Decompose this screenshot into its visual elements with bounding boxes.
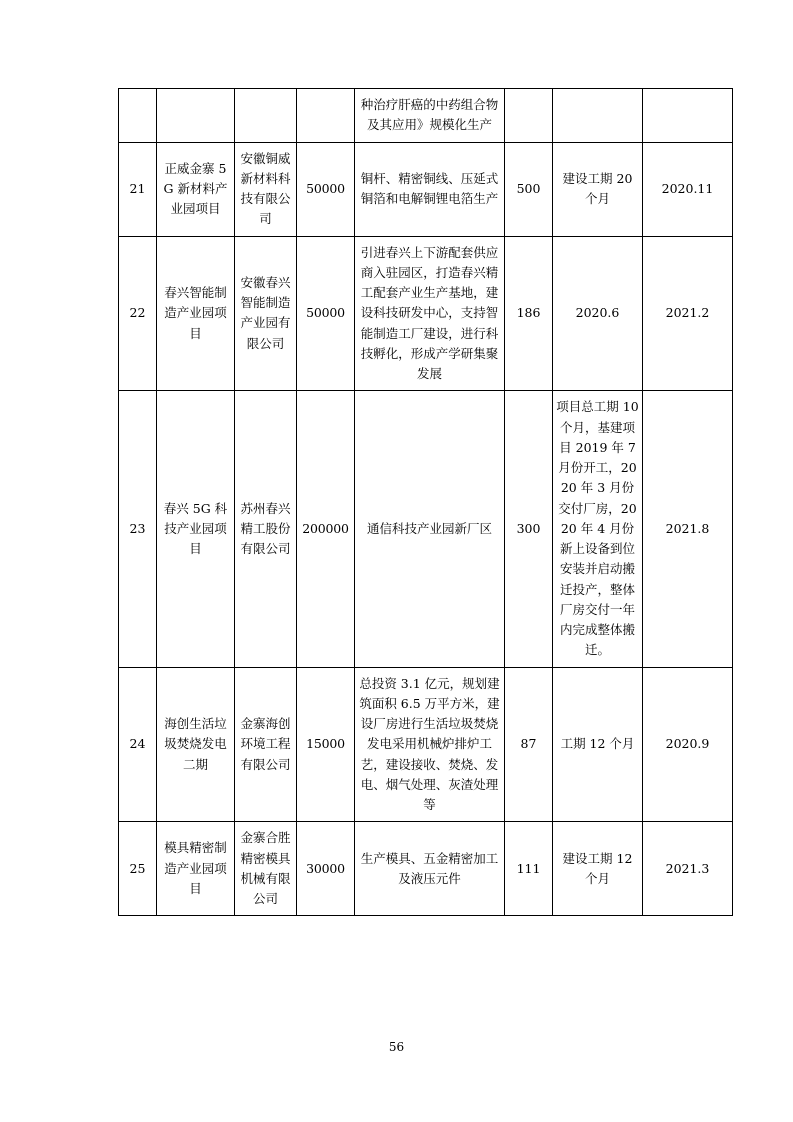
cell-employees: 300 [505,391,553,667]
cell-company: 金寨合胜精密模具机械有限公司 [235,822,297,916]
cell-company: 安徽春兴智能制造产业园有限公司 [235,236,297,391]
cell-employees: 500 [505,142,553,236]
cell-description: 铜杆、精密铜线、压延式铜箔和电解铜锂电箔生产 [355,142,505,236]
cell-project-name: 海创生活垃圾焚烧发电二期 [157,667,235,822]
cell-date: 2021.2 [643,236,733,391]
cell-amount: 15000 [297,667,355,822]
table-row [119,822,733,916]
table-row [119,89,733,143]
table-row [119,391,733,667]
table-row [119,142,733,236]
cell-no: 21 [119,142,157,236]
cell-employees: 111 [505,822,553,916]
cell-amount: 50000 [297,236,355,391]
page-number: 56 [388,1040,405,1054]
cell-amount: 30000 [297,822,355,916]
cell-no: 22 [119,236,157,391]
cell-no: 24 [119,667,157,822]
cell-employees [505,89,553,143]
cell-amount [297,89,355,143]
cell-description: 引进春兴上下游配套供应商入驻园区，打造春兴精工配套产业生产基地，建设科技研发中心，支持智能制造工厂建设，进行科技孵化，形成产学研集聚发展 [355,236,505,391]
cell-company: 金寨海创环境工程有限公司 [235,667,297,822]
cell-company: 安徽铜威新材料科技有限公司 [235,142,297,236]
cell-project-name: 春兴 5G 科技产业园项目 [157,391,235,667]
cell-term: 建设工期 20 个月 [553,142,643,236]
cell-project-name: 模具精密制造产业园项目 [157,822,235,916]
cell-date: 2020.11 [643,142,733,236]
cell-term: 项目总工期 10 个月，基建项目 2019 年 7 月份开工，2020 年 3 月份交付厂房，2020 年 4 月份新上设备到位安装并启动搬迁投产，整体厂房交付一年内完成整体搬迁。 [553,391,643,667]
cell-date: 2021.3 [643,822,733,916]
cell-company: 苏州春兴精工股份有限公司 [235,391,297,667]
table-row [119,236,733,391]
cell-project-name: 春兴智能制造产业园项目 [157,236,235,391]
cell-company [235,89,297,143]
cell-no: 23 [119,391,157,667]
cell-term [553,89,643,143]
cell-no [119,89,157,143]
cell-date: 2021.8 [643,391,733,667]
cell-employees: 186 [505,236,553,391]
table-row [119,667,733,822]
cell-project-name: 正威金寨 5G 新材料产业园项目 [157,142,235,236]
cell-term: 2020.6 [553,236,643,391]
cell-employees: 87 [505,667,553,822]
cell-description: 种治疗肝癌的中药组合物及其应用》规模化生产 [355,89,505,143]
cell-date [643,89,733,143]
cell-term: 建设工期 12 个月 [553,822,643,916]
cell-no: 25 [119,822,157,916]
cell-project-name [157,89,235,143]
cell-term: 工期 12 个月 [553,667,643,822]
projects-table [118,88,733,916]
cell-description: 总投资 3.1 亿元，规划建筑面积 6.5 万平方米，建设厂房进行生活垃圾焚烧发电采用机械炉排炉工艺，建设接收、焚烧、发电、烟气处理、灰渣处理等 [355,667,505,822]
cell-description: 通信科技产业园新厂区 [355,391,505,667]
cell-description: 生产模具、五金精密加工及液压元件 [355,822,505,916]
cell-amount: 200000 [297,391,355,667]
cell-amount: 50000 [297,142,355,236]
cell-date: 2020.9 [643,667,733,822]
